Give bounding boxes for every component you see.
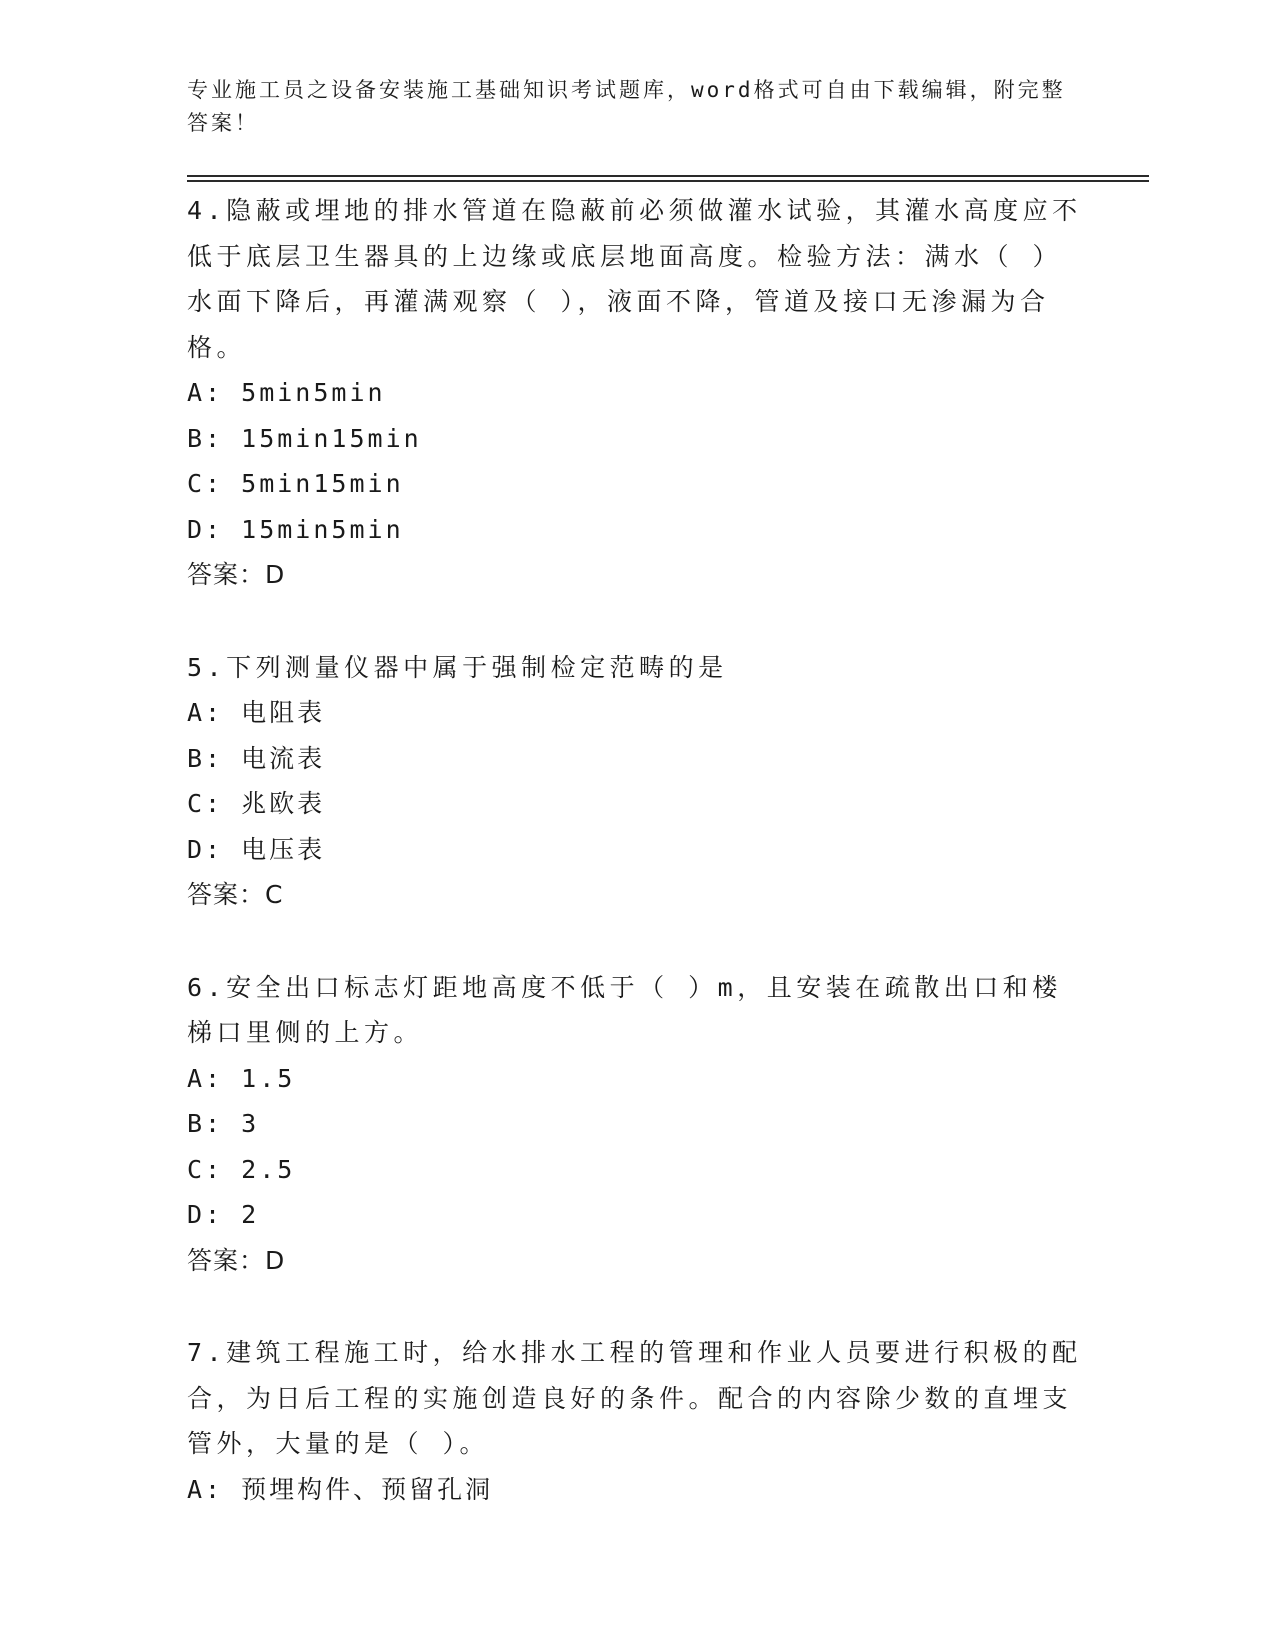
- option-c: C: 5min15min: [187, 469, 404, 498]
- header-divider-bottom: [187, 180, 1149, 182]
- question-7: [187, 1330, 1087, 1512]
- answer-line: 答案：D: [187, 1245, 286, 1275]
- option-a: A: 1.5: [187, 1063, 296, 1093]
- document-header: 专业施工员之设备安装施工基础知识考试题库，word格式可自由下载编辑，附完整答案！: [187, 78, 1066, 135]
- option-c: C: 2.5: [187, 1154, 296, 1184]
- option-d: D: 电压表: [187, 834, 326, 864]
- question-6: [187, 965, 1087, 1284]
- question-list: [187, 188, 1087, 1559]
- question-4: [187, 188, 1087, 598]
- question-stem: 4.隐蔽或埋地的排水管道在隐蔽前必须做灌水试验，其灌水高度应不低于底层卫生器具的上边缘或底层地面高度。检验方法：满水（ ）水面下降后，再灌满观察（ ），液面不降，管道及接口无渗漏为合格。: [187, 196, 1082, 362]
- option-a: A: 预埋构件、预留孔洞: [187, 1474, 494, 1504]
- question-stem: 7.建筑工程施工时，给水排水工程的管理和作业人员要进行积极的配合，为日后工程的实施创造良好的条件。配合的内容除少数的直埋支管外，大量的是（ ）。: [187, 1338, 1082, 1458]
- option-d: D: 2: [187, 1200, 260, 1229]
- option-a: A: 电阻表: [187, 698, 326, 727]
- question-5: [187, 645, 1087, 918]
- option-b: B: 3: [187, 1109, 260, 1138]
- option-a: A: 5min5min: [187, 378, 386, 407]
- option-d: D: 15min5min: [187, 514, 404, 544]
- option-b: B: 15min15min: [187, 423, 422, 453]
- option-c: C: 兆欧表: [187, 789, 326, 818]
- option-b: B: 电流表: [187, 743, 326, 773]
- question-stem: 6.安全出口标志灯距地高度不低于（ ）m，且安装在疏散出口和楼梯口里侧的上方。: [187, 972, 1062, 1047]
- answer-line: 答案：D: [187, 560, 286, 589]
- header-divider-top: [187, 175, 1149, 177]
- question-stem: 5.下列测量仪器中属于强制检定范畴的是: [187, 652, 728, 682]
- answer-line: 答案：C: [187, 880, 284, 909]
